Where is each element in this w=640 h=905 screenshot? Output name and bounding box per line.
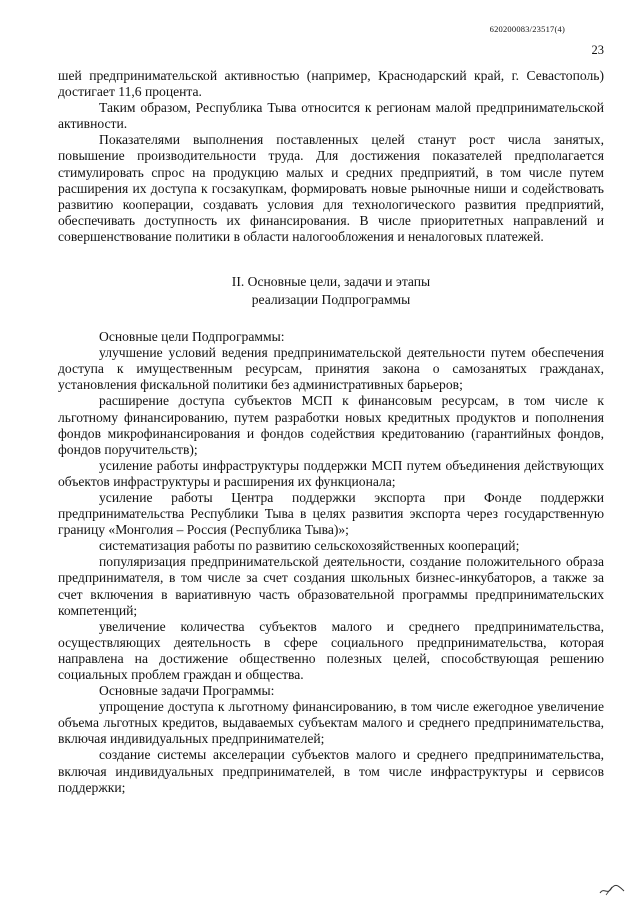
goal-item: расширение доступа субъектов МСП к финансовым ресурсам, в том числе к льготному финансированию, путем разработки новых кредитных продуктов и пополнения фондов микрофинансирования и фондов содействия кредитованию (гарантийных фондов, фондов поручительств); (58, 393, 604, 457)
task-item: упрощение доступа к льготному финансированию, в том числе ежегодное увеличение объема льготных кредитов, выдаваемых субъектам малого и среднего предпринимательства, включая индивидуальных предпринимателей; (58, 699, 604, 747)
page-number: 23 (591, 43, 604, 57)
paragraph-continuation: шей предпринимательской активностью (например, Краснодарский край, г. Севастополь) достигает 11,6 процента. (58, 68, 604, 100)
goal-item: усиление работы Центра поддержки экспорта при Фонде поддержки предпринимательства Республики Тыва в целях развития экспорта через государственную границу «Монголия – Россия (Республика Тыва)»; (58, 489, 604, 538)
paragraph-indicators: Показателями выполнения поставленных целей станут рост числа занятых, повышение производительности труда. Для достижения показателей предполагается стимулировать спрос на продукцию малых и средних предприятий, в том числе путем расширения их доступа к госзакупкам, формировать новые рыночные ниши и содействовать развитию кооперации, создавать условия для технологического развития предприятий, обеспечивать доступность их финансирования. В числе приоритетных направлений и совершенствование политики в области налогообложения и неналоговых платежей. (58, 132, 604, 244)
document-body (58, 68, 604, 796)
paragraph-region-summary: Таким образом, Республика Тыва относится к регионам малой предпринимательской активности. (58, 100, 604, 132)
goal-item: увеличение количества субъектов малого и среднего предпринимательства, осуществляющих деятельность в сфере социального предпринимательства, которая направлена на достижение общественно полезных целей, способствующая решению социальных проблем граждан и общества. (58, 618, 604, 682)
section-heading-line-1: II. Основные цели, задачи и этапы (231, 274, 431, 290)
signature-mark-icon (598, 881, 626, 897)
tasks-lead: Основные задачи Программы: (99, 683, 275, 699)
goal-item: усиление работы инфраструктуры поддержки МСП путем объединения действующих объектов инфраструктуры и расширения их функционала; (58, 457, 604, 489)
task-item: создание системы акселерации субъектов малого и среднего предпринимательства, включая индивидуальных предпринимателей, в том числе инфраструктуры и сервисов поддержки; (58, 747, 604, 795)
goal-item: улучшение условий ведения предпринимательской деятельности путем обеспечения доступа к имущественным ресурсам, принятия закона о самозанятых гражданах, установления фискальной политики без административных барьеров; (58, 345, 604, 393)
goal-item: популяризация предпринимательской деятельности, создание положительного образа предпринимателя, в том числе за счет создания школьных бизнес-инкубаторов, а также за счет включения в вариативную часть образовательной программы предпринимательских компетенций; (58, 554, 604, 618)
section-heading-line-2: реализации Подпрограммы (251, 292, 411, 308)
document-code: 620200083/23517(4) (489, 24, 565, 34)
goals-lead: Основные цели Подпрограммы: (99, 329, 285, 345)
section-heading (58, 273, 604, 309)
goal-item: систематизация работы по развитию сельскохозяйственных коопераций; (99, 538, 520, 554)
